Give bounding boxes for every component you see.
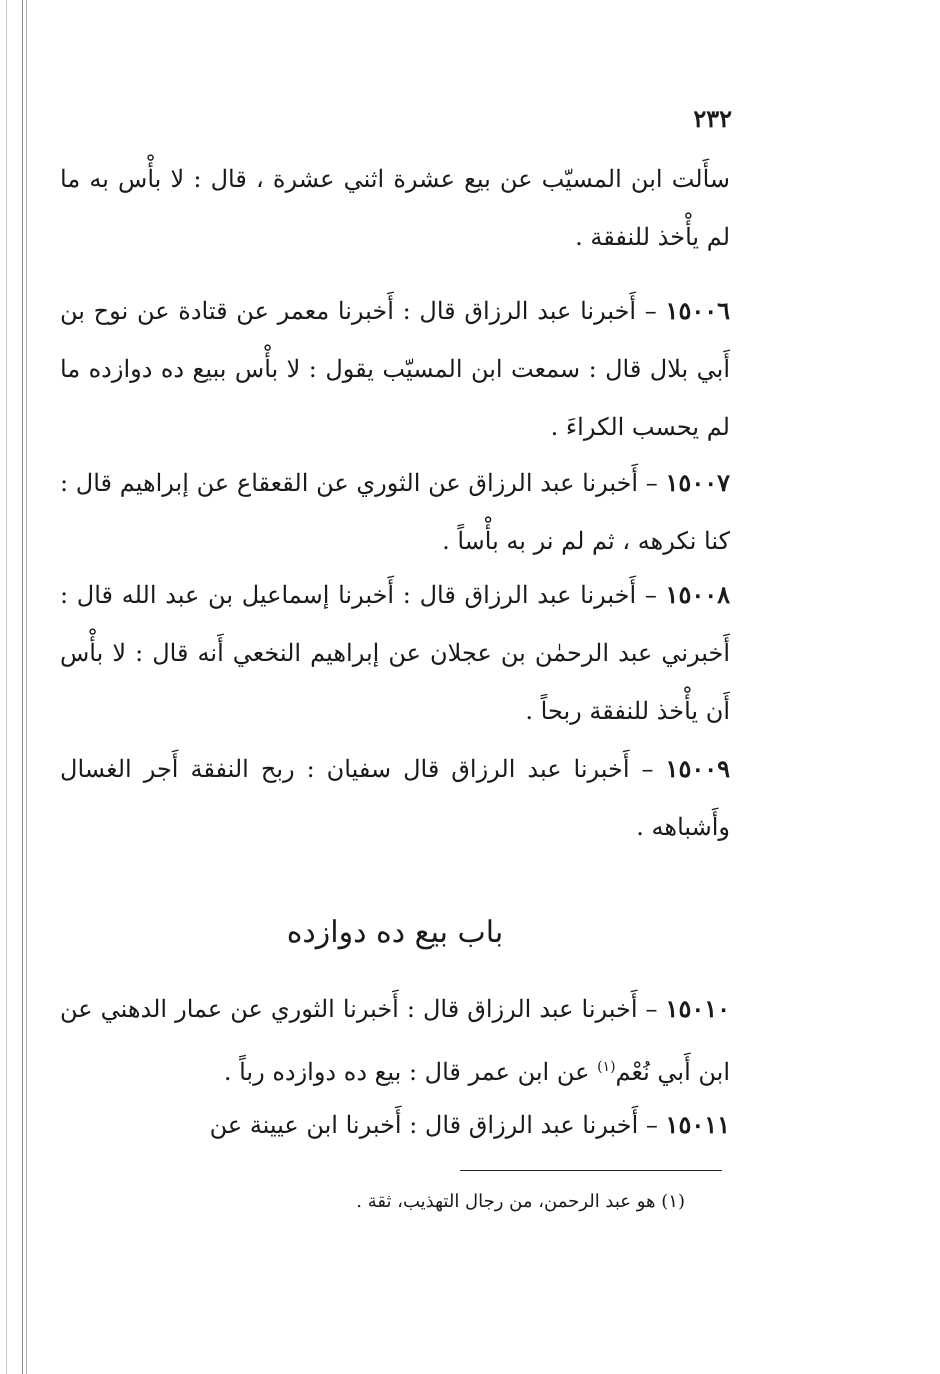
entry-text: – أَخبرنا عبد الرزاق قال : أَخبرنا ابن عيينة عن xyxy=(209,1111,658,1139)
entry-text: – أَخبرنا عبد الرزاق قال : أَخبرنا إسماعيل بن عبد الله قال : أَخبرني عبد الرحمٰن بن عجلان عن إبراهيم النخعي أَنه قال : لا بأْس أَن يأْخذ للنفقة ربحاً . xyxy=(60,581,730,725)
hadith-entry xyxy=(60,980,730,1101)
hadith-entry xyxy=(60,282,730,456)
chapter-heading: باب بيع ده دوازده xyxy=(286,915,504,950)
entry-text: عن ابن عمر قال : بيع ده دوازده رباً . xyxy=(223,1058,590,1086)
entry-text: – أَخبرنا عبد الرزاق قال : أَخبرنا معمر عن قتادة عن نوح بن أَبي بلال قال : سمعت ابن المسيّب يقول : لا بأْس ببيع ده دوازده ما لم يحسب الكراءَ . xyxy=(60,297,730,441)
entry-number: ١٥٠٠٩ xyxy=(665,754,730,783)
footnote-reference: (١) xyxy=(597,1059,616,1075)
hadith-entry xyxy=(60,454,730,570)
scan-edge-line xyxy=(22,0,23,1374)
entry-number: ١٥٠١٠ xyxy=(665,994,730,1023)
entry-number: ١٥٠١١ xyxy=(665,1110,730,1139)
intro-text: سأَلت ابن المسيّب عن بيع عشرة اثني عشرة ، قال : لا بأْس به ما لم يأْخذ للنفقة . xyxy=(60,165,731,251)
entry-number: ١٥٠٠٧ xyxy=(665,468,730,497)
entry-text: – أَخبرنا عبد الرزاق عن الثوري عن القعقاع عن إبراهيم قال : كنا نكرهه ، ثم لم نر به بأْساً . xyxy=(60,469,730,555)
intro-paragraph xyxy=(60,150,730,266)
footnote: (١) هو عبد الرحمن، من رجال التهذيب، ثقة . xyxy=(356,1191,685,1212)
entry-text: – أَخبرنا عبد الرزاق قال سفيان : ربح النفقة أَجر الغسال وأَشباهه . xyxy=(60,755,730,841)
page-number: ٢٣٢ xyxy=(693,104,732,133)
scan-edge-line xyxy=(6,0,7,1374)
entry-number: ١٥٠٠٨ xyxy=(665,580,730,609)
entry-text: – أَخبرنا عبد الرزاق قال : أَخبرنا الثوري عن عمار الدهني عن ابن أَبي نُعْم xyxy=(60,995,730,1086)
hadith-entry xyxy=(60,1096,730,1154)
entry-number: ١٥٠٠٦ xyxy=(665,296,730,325)
hadith-entry xyxy=(60,566,730,740)
scan-edge-line xyxy=(26,0,27,1374)
hadith-entry xyxy=(60,740,730,856)
footnote-divider xyxy=(460,1170,722,1171)
